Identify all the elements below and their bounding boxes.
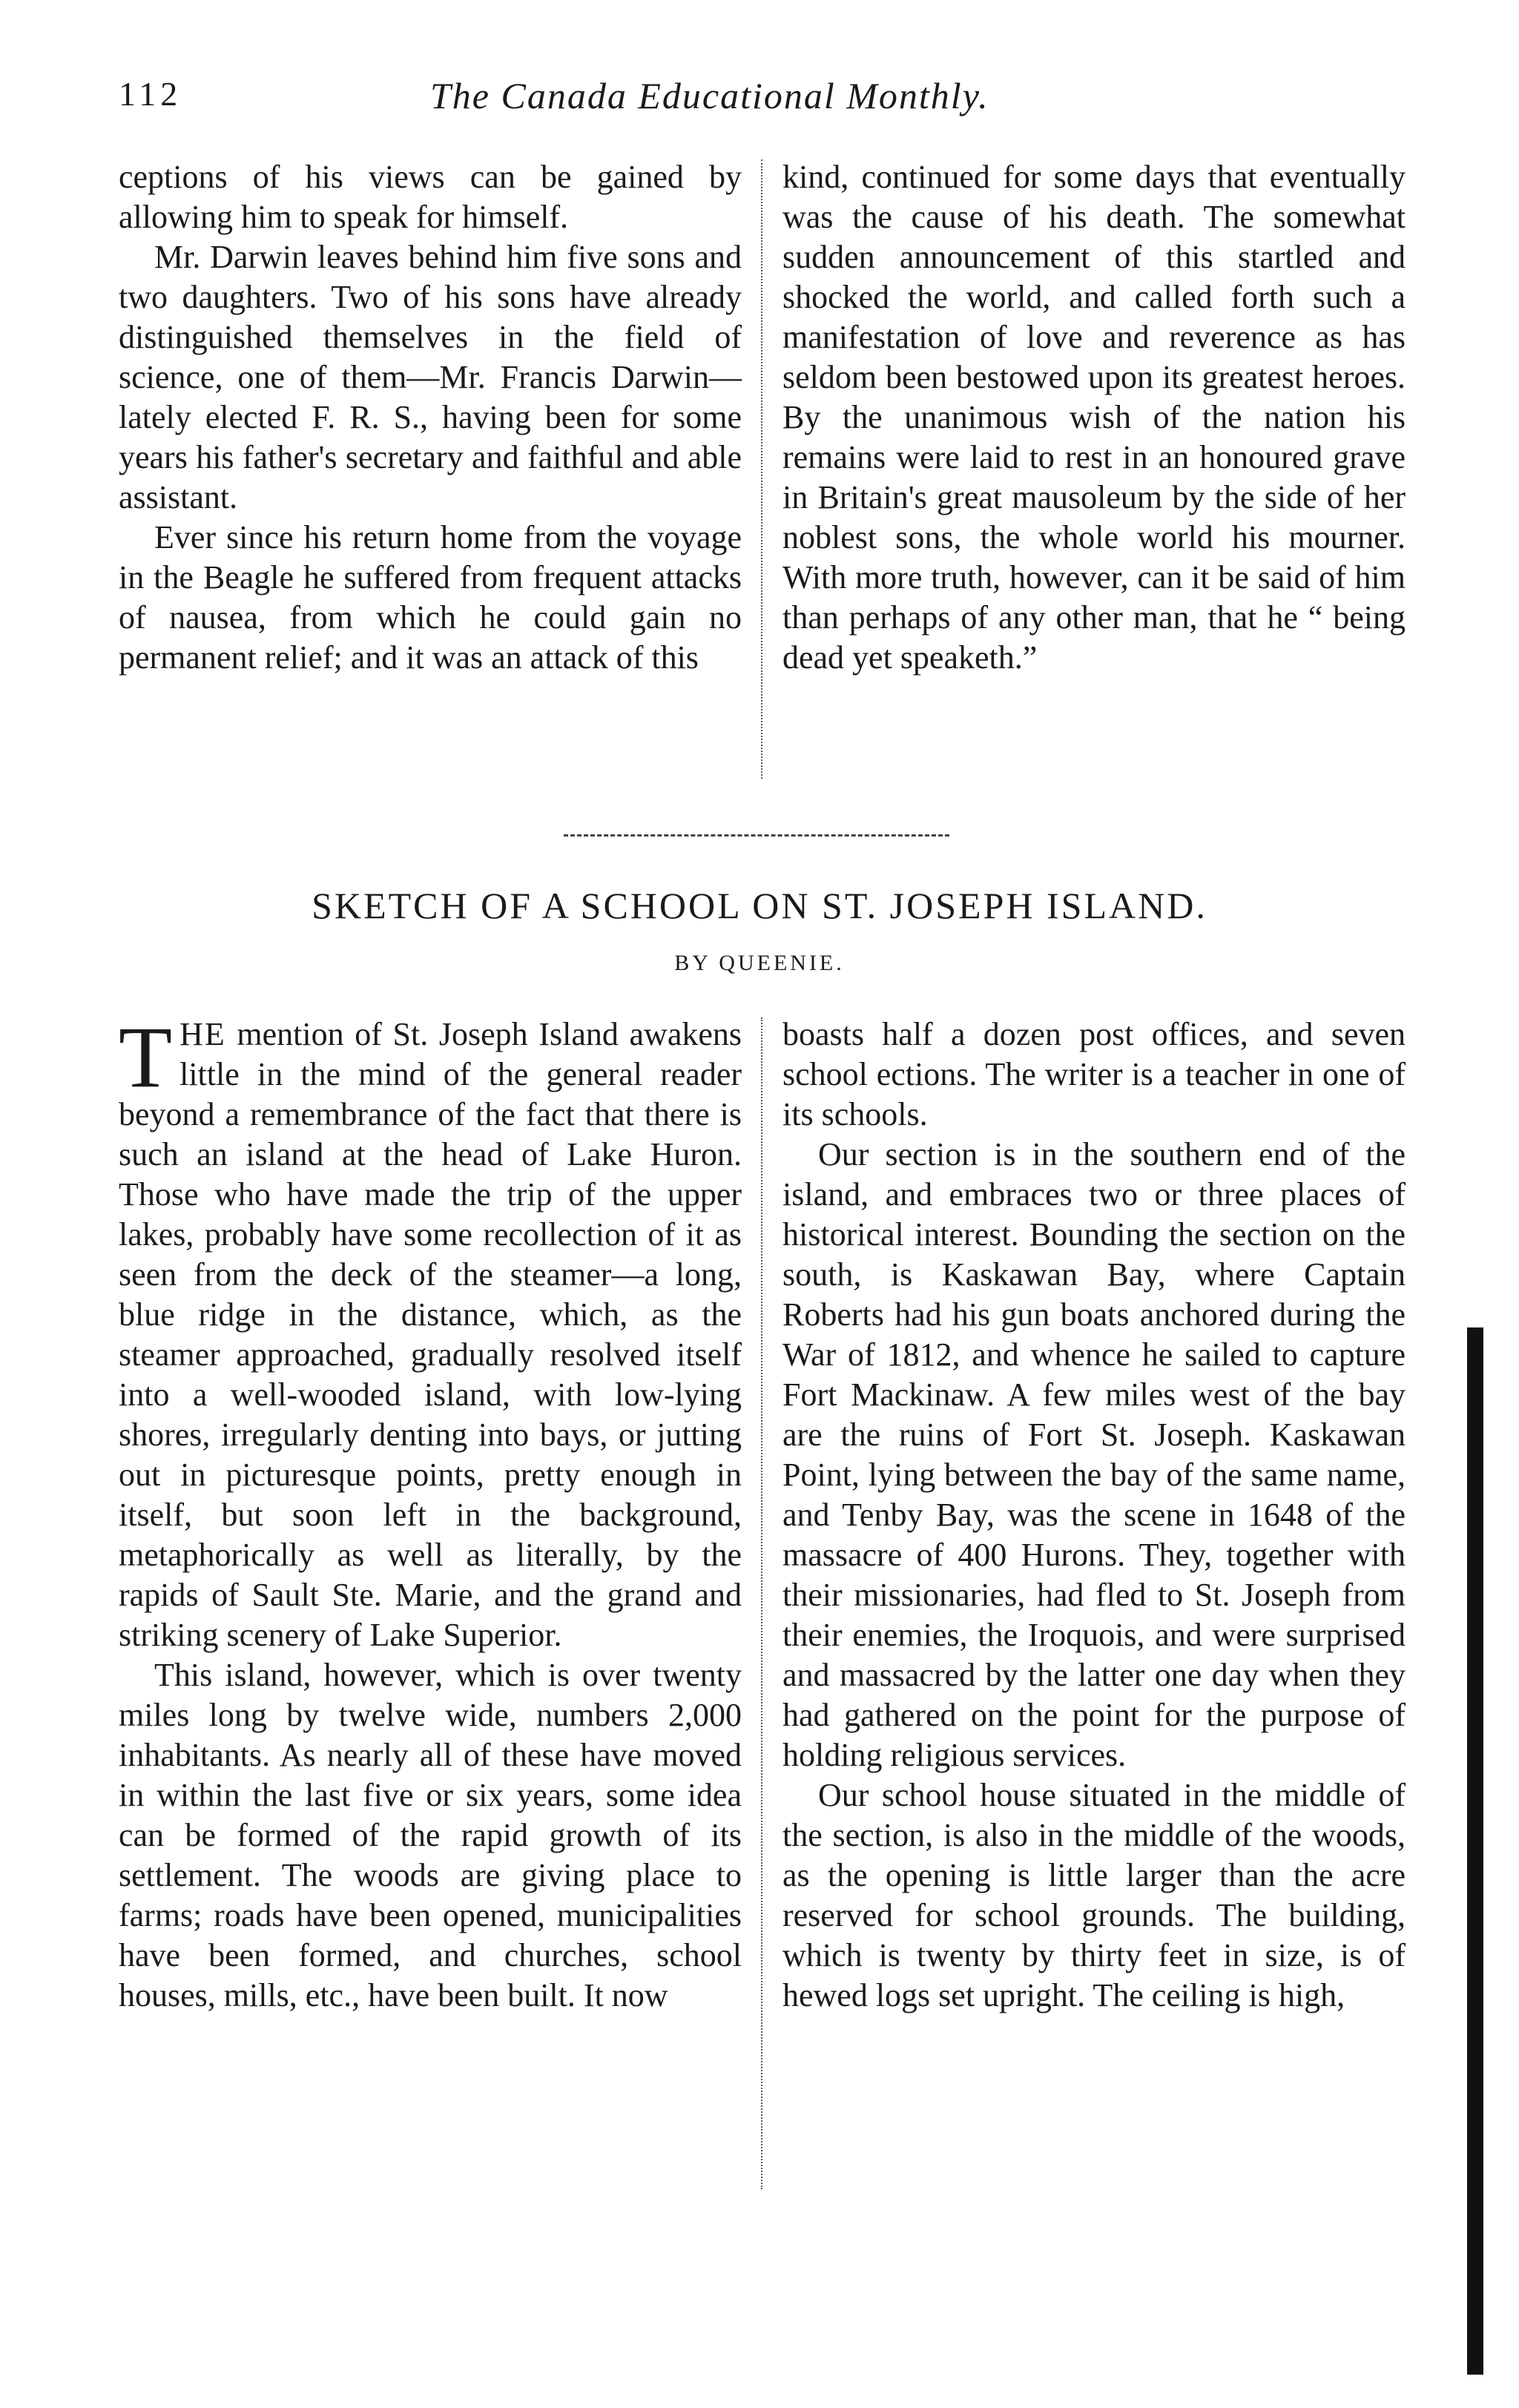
article-title: SKETCH OF A SCHOOL ON ST. JOSEPH ISLAND. xyxy=(312,885,1207,926)
article-byline: BY QUEENIE. xyxy=(674,951,845,975)
opening-paragraph xyxy=(119,1009,742,1655)
paragraph: ceptions of his views can be gained by allowing him to speak for himself. xyxy=(119,159,742,235)
paragraph: Our section is in the southern end of the island, and embraces two or three places of historical interest. Bounding the section on the south, is Kaskawan Bay, where Captain Roberts had his gun boats anchored during the War of 1812, and whence he sailed to capture Fort Mackinaw. A few miles west of the bay are the ruins of Fort St. Joseph. Kaskawan Point, lying between the bay of the same name, and Tenby Bay, was the scene in 1648 of the massacre of 400 Hurons. They, together with their missionaries, had fled to St. Joseph from their enemies, the Iroquois, and were surprised and massacred by the latter one day when they had gathered on the point for the purpose of holding religious services. xyxy=(782,1136,1406,1773)
continued-article-right-column xyxy=(782,157,1406,678)
paragraph: Our school house situated in the middle of the section, is also in the middle of the woods, as the opening is little larger than the acre reserved for school grounds. The building, which is twenty by thirty feet in size, is of hewed logs set upright. The ceiling is high, xyxy=(782,1777,1406,2013)
paragraph: This island, however, which is over twenty miles long by twelve wide, numbers 2,000 inhabitants. As nearly all of these have moved in within the last five or six years, some idea can be formed of the rapid growth of its settlement. The woods are giving place to farms; roads have been opened, municipalities have been formed, and churches, school houses, mills, etc., have been built. It now xyxy=(119,1657,742,2013)
continued-article-left-column xyxy=(119,157,742,678)
page-header xyxy=(119,74,1417,133)
column-divider xyxy=(761,159,762,779)
lead-word: HE xyxy=(179,1016,226,1052)
paragraph: boasts half a dozen post offices, and seven school ections. The writer is a teacher in one of its schools. xyxy=(782,1016,1406,1132)
drop-cap: T xyxy=(119,1009,173,1106)
column-divider xyxy=(761,1017,762,2189)
opening-paragraph-text: mention of St. Joseph Island awakens little in the mind of the general reader beyond a remembrance of the fact that there is such an island at the head of Lake Huron. Those who have made the trip of the upper lakes, probably have some recollection of it as seen from the deck of the steamer—a long, blue ridge in the distance, which, as the steamer approached, gradually resolved itself into a well-wooded island, with low-lying shores, irregularly denting into bays, or jutting out in picturesque points, pretty enough in itself, but soon left in the background, metaphorically as well as literally, by the rapids of Sault Ste. Marie, and the grand and striking scenery of Lake Superior. xyxy=(119,1016,742,1653)
paragraph: Ever since his return home from the voyage in the Beagle he suffered from frequent attacks of nausea, from which he could gain no permanent relief; and it was an attack of this xyxy=(119,519,742,676)
page-number: 112 xyxy=(119,75,182,113)
article-left-column xyxy=(119,1009,742,2016)
section-separator xyxy=(564,834,949,837)
scan-edge-shadow xyxy=(1467,1327,1483,2375)
running-title: The Canada Educational Monthly. xyxy=(430,75,989,116)
paragraph: Mr. Darwin leaves behind him five sons and two daughters. Two of his sons have already distinguished themselves in the field of science, one of them—Mr. Francis Darwin—lately elected F. R. S., having been for some years his father's secretary and faithful and able assistant. xyxy=(119,239,742,515)
article-right-column xyxy=(782,1015,1406,2016)
paragraph: kind, continued for some days that eventually was the cause of his death. The somewhat sudden announcement of this startled and shocked the world, and called forth such a manifestation of love and reverence as has seldom been bestowed upon its greatest heroes. By the unanimous wish of the nation his remains were laid to rest in an honoured grave in Britain's great mausoleum by the side of her noblest sons, the whole world his mourner. With more truth, however, can it be said of him than perhaps of any other man, that he “ being dead yet speaketh.” xyxy=(782,159,1406,676)
